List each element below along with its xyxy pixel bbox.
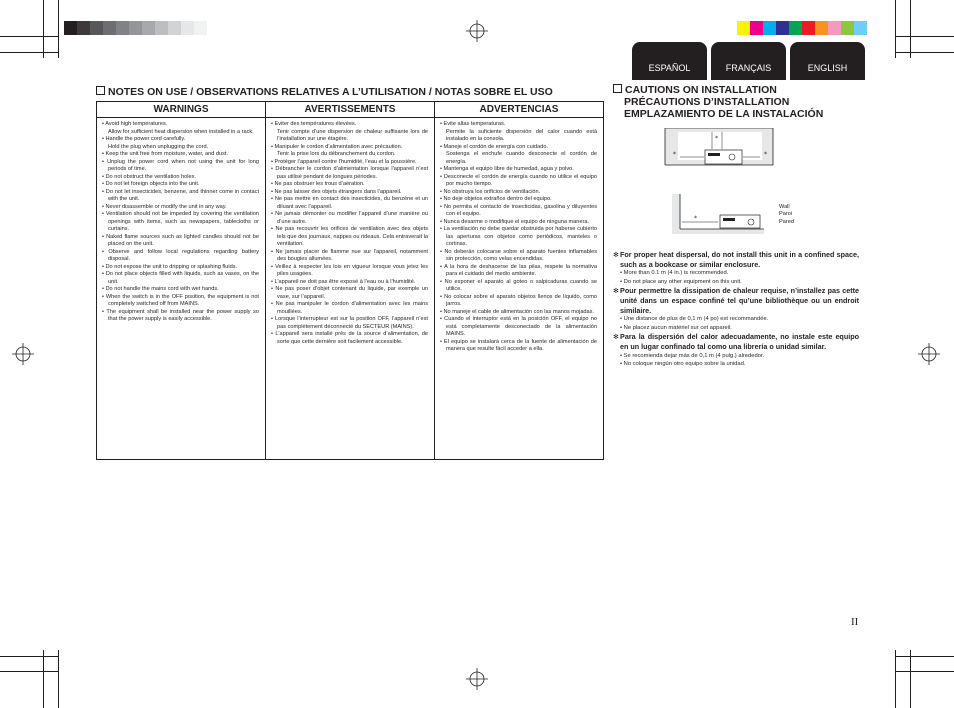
warning-text: • Desconecte el cordón de energía cuando no utilice el equipo por mucho tiempo. (440, 173, 597, 187)
warning-item (271, 166, 428, 181)
color-swatch (155, 21, 168, 35)
warning-text: • El equipo se instalará cerca de la fuente de alimentación de manera que resulte fácil acceder a ella. (440, 338, 597, 352)
warning-text: • Ne pas poser d’objet contenant du liquide, par exemple un vase, sur l’appareil. (271, 286, 428, 300)
warning-subtext: Tenir compte d’une dispersion de chaleur suffisante lors de l’installation sur une étagère. (277, 128, 428, 142)
color-swatch (854, 21, 867, 35)
warning-subtext: Tenir la prise lors du débranchement du cordon. (277, 151, 396, 157)
warning-text: • Ne jamais démonter ou modifier l’appareil d’une manière ou d’une autre. (271, 211, 428, 225)
warning-text: • No exponer el aparato al goteo o salpicaduras cuando se utilice. (440, 278, 597, 292)
caution-note-text: Pour permettre la dissipation de chaleur requise, n’installez pas cette unité dans un espace confiné tel qu’une bibliothèque ou un endroit similaire. (620, 286, 859, 315)
warning-item (102, 264, 259, 272)
cmyk-color-bar (737, 21, 867, 35)
color-swatch (828, 21, 841, 35)
warning-text: • Do not obstruct the ventilation holes. (102, 173, 196, 180)
warning-item (102, 121, 259, 136)
warning-item (271, 249, 428, 264)
column-header-warnings: WARNINGS (97, 102, 266, 118)
warning-item (440, 219, 597, 227)
caution-bullet: • Une distance de plus de 0,1 m (4 po) est recommandée. (620, 316, 769, 323)
svg-text:*: * (694, 215, 697, 222)
notes-heading: NOTES ON USE / OBSERVATIONS RELATIVES A L’UTILISATION / NOTAS SOBRE EL USO (96, 86, 553, 98)
warning-text: • Ne pas manipuler le cordon d’alimentation avec les mains mouillées. (271, 301, 428, 315)
column-header-avertissements: AVERTISSEMENTS (266, 102, 435, 118)
warning-text: • No colocar sobre el aparato objetos llenos de líquido, como jarros. (440, 293, 597, 307)
warning-item (102, 249, 259, 264)
warning-item (440, 174, 597, 189)
asterisk-icon: ✻ (613, 250, 620, 259)
warning-text: • Naked flame sources such as lighted candles should not be placed on the unit. (102, 233, 259, 247)
warning-item (440, 279, 597, 294)
warning-text: • Do not handle the mains cord with wet hands. (102, 286, 219, 292)
registration-mark-bottom (466, 668, 488, 690)
color-swatch (802, 21, 815, 35)
color-swatch (168, 21, 181, 35)
warning-item (102, 136, 259, 151)
warning-item (271, 196, 428, 211)
registration-mark-left (12, 343, 34, 365)
warning-text: • Never disassemble or modify the unit in any way. (102, 203, 227, 210)
warning-item (271, 121, 428, 144)
warning-item (102, 174, 259, 182)
color-swatch (763, 21, 776, 35)
wall-diagram (672, 194, 764, 234)
warning-item (440, 121, 597, 144)
warning-text: • Ne pas recouvrir les orifices de ventilation avec des objets tels que des journaux, nappes ou rideaux. Cela entraverait la ventilation. (271, 226, 428, 247)
warning-item (440, 316, 597, 339)
warning-item (440, 309, 597, 317)
wall-label: Wall Paroi Pared (779, 204, 794, 225)
warning-text: • Mantenga el equipo libre de humedad, agua y polvo. (440, 166, 574, 172)
warning-item (271, 316, 428, 331)
warning-text: • Ne jamais placer de flamme nue sur l'appareil, notamment des bougies allumées. (271, 248, 428, 262)
color-swatch (181, 21, 194, 35)
warning-text: • Ne pas obstruer les trous d’aération. (271, 181, 365, 187)
warning-text: • No deje objetos extraños dentro del equipo. (440, 196, 552, 202)
checkbox-icon (613, 84, 622, 93)
tab-espanol[interactable]: ESPAÑOL (632, 42, 707, 80)
color-swatch (142, 21, 155, 35)
caution-bullet: • No coloque ningún otro equipo sobre la unidad. (620, 361, 746, 368)
warning-item (271, 301, 428, 316)
checkbox-icon (96, 86, 105, 95)
warning-text: • When the switch is in the OFF position, the equipment is not completely switched off from MAINS. (102, 293, 259, 307)
warning-text: • Evite altas temperaturas. (440, 121, 506, 127)
warning-text: • L’appareil sera installé près de la source d’alimentation, de sorte que cette dernière soit facilement accessible. (271, 331, 428, 345)
warning-subtext: Allow for sufficient heat dispersion when installed in a rack. (108, 128, 254, 135)
warning-item (102, 159, 259, 174)
warning-text: • La ventilación no debe quedar obstruida por haberse cubierto las aperturas con objetos como periódicos, manteles o cortinas. (440, 226, 597, 247)
cautions-text (613, 250, 859, 369)
svg-text:*: * (715, 135, 718, 142)
grayscale-color-bar (64, 21, 207, 35)
warning-item (271, 264, 428, 279)
warning-item (271, 226, 428, 249)
warning-text: • Handle the power cord carefully. (102, 136, 186, 142)
warning-item (102, 181, 259, 189)
warning-subtext: Permite la suficiente dispersión del calor cuando está instalado en la consola. (446, 128, 597, 142)
warning-text: • No obstruya los orificios de ventilación. (440, 188, 541, 195)
caution-bullet: • More than 0.1 m (4 in.) is recommended. (620, 270, 729, 277)
page-number: II (851, 616, 859, 628)
warning-item (440, 226, 597, 249)
warning-text: • Protéger l’appareil contre l’humidité, l’eau et la poussière. (271, 158, 417, 165)
warning-item (271, 211, 428, 226)
warning-item (271, 189, 428, 197)
warning-text: • Avoid high temperatures. (102, 121, 168, 127)
warning-text: • The equipment shall be installed near the power supply so that the power supply is easily accessible. (102, 308, 259, 322)
caution-note-text: For proper heat dispersal, do not install this unit in a confined space, such as a bookcase or similar enclosure. (620, 250, 859, 269)
warning-item (271, 286, 428, 301)
color-swatch (116, 21, 129, 35)
svg-text:*: * (764, 151, 767, 158)
tab-english[interactable]: ENGLISH (790, 42, 865, 80)
warnings-column-es (435, 118, 604, 460)
warning-text: • No permita el contacto de insecticidas, gasolina y diluyentes con el equipo. (440, 203, 597, 217)
asterisk-icon: ✻ (613, 286, 620, 296)
warning-text: • Ne pas laisser des objets étrangers dans l’appareil. (271, 188, 402, 195)
color-swatch (815, 21, 828, 35)
enclosure-diagram (665, 128, 773, 165)
warning-item (102, 286, 259, 294)
warning-text: • Observe and follow local regulations regarding battery disposal. (102, 248, 259, 262)
warning-item (440, 249, 597, 264)
language-tabs (632, 42, 865, 80)
warning-text: • Maneje el cordón de energía con cuidado. (440, 143, 549, 150)
color-swatch (90, 21, 103, 35)
color-swatch (750, 21, 763, 35)
warning-item (440, 166, 597, 174)
warning-text: • No maneje el cable de alimentación con las manos mojadas. (440, 308, 595, 315)
warnings-column-en (97, 118, 266, 460)
warning-item (102, 151, 259, 159)
warning-item (102, 204, 259, 212)
warning-text: • Lorsque l’interrupteur est sur la position OFF, l’appareil n’est pas complètement déconnecté du SECTEUR (MAINS). (271, 316, 428, 330)
warning-text: • L’appareil ne doit pas être exposé à l’eau ou à l’humidité. (271, 278, 416, 285)
warning-text: • Keep the unit free from moisture, water, and dust. (102, 151, 229, 157)
warning-item (102, 211, 259, 234)
asterisk-icon: ✻ (613, 332, 620, 342)
warning-text: • Do not place objects filled with liquids, such as vases, on the unit. (102, 271, 259, 285)
warning-text: • No deberán colocarse sobre el aparato fuentes inflamables sin protección, como velas encendidas. (440, 248, 597, 262)
column-header-advertencias: ADVERTENCIAS (435, 102, 604, 118)
color-swatch (737, 21, 750, 35)
color-swatch (77, 21, 90, 35)
caution-bullet: • Se recomienda dejar más de 0,1 m (4 pulg.) alrededor. (620, 352, 765, 359)
warning-text: • Do not let insecticides, benzene, and thinner come in contact with the unit. (102, 188, 259, 202)
caution-note (613, 250, 859, 269)
warning-text: • Veillez à respecter les lois en vigueur lorsque vous jetez les piles usagées. (271, 263, 428, 277)
warning-item (440, 264, 597, 279)
warning-text: • Do not let foreign objects into the unit. (102, 181, 200, 187)
color-swatch (776, 21, 789, 35)
tab-francais[interactable]: FRANÇAIS (711, 42, 786, 80)
warning-item (102, 189, 259, 204)
cautions-heading: CAUTIONS ON INSTALLATION PRÉCAUTIONS D’INSTALLATION EMPLAZAMIENTO DE LA INSTALACIÓN (613, 84, 823, 120)
warning-text: • Cuando el interruptor está en la posición OFF, el equipo no está completamente desconectado de la alimentación MAINS. (440, 316, 597, 337)
color-swatch (129, 21, 142, 35)
caution-bullet: • Ne placez aucun matériel sur cet appareil. (620, 324, 732, 331)
installation-clearance-diagram (660, 128, 780, 238)
warning-item (271, 159, 428, 167)
color-swatch (194, 21, 207, 35)
warning-text: • Unplug the power cord when not using the unit for long periods of time. (102, 158, 259, 172)
warning-item (271, 279, 428, 287)
warning-text: • Do not expose the unit to dripping or splashing fluids. (102, 263, 238, 270)
warning-item (271, 331, 428, 346)
warning-text: • Eviter des températures élevées. (271, 121, 357, 127)
color-swatch (841, 21, 854, 35)
warning-item (102, 309, 259, 324)
warning-item (271, 181, 428, 189)
caution-note (613, 286, 859, 315)
caution-bullet: • Do not place any other equipment on this unit. (620, 278, 742, 285)
warning-subtext: Hold the plug when unplugging the cord. (108, 143, 209, 150)
color-swatch (103, 21, 116, 35)
warning-item (440, 144, 597, 167)
warning-text: • Nunca desarme o modifique el equipo de ninguna manera. (440, 218, 590, 225)
warning-item (440, 294, 597, 309)
registration-mark-top (466, 20, 488, 42)
warning-subtext: Sostenga el enchufe cuando desconecte el cordón de energía. (446, 151, 597, 165)
warnings-table (96, 101, 604, 460)
caution-note (613, 332, 859, 351)
caution-note-text: Para la dispersión del calor adecuadamente, no instale este equipo en un lugar confinado tal como una librería o unidad similar. (620, 332, 859, 351)
warning-text: • Débrancher le cordon d’alimentation lorsque l’appareil n’est pas utilisé pendant de longues périodes. (271, 166, 428, 180)
svg-text:*: * (673, 151, 676, 158)
warning-item (102, 294, 259, 309)
registration-mark-right (918, 343, 940, 365)
warning-item (271, 144, 428, 159)
warnings-column-fr (266, 118, 435, 460)
warning-item (440, 189, 597, 197)
color-swatch (64, 21, 77, 35)
warning-item (102, 234, 259, 249)
warning-item (440, 339, 597, 354)
warning-item (440, 196, 597, 204)
warning-text: • Ne pas mettre en contact des insecticides, du benzène et un diluant avec l’appareil. (271, 196, 428, 210)
warning-text: • Manipuler le cordon d’alimentation avec précaution. (271, 143, 403, 150)
warning-text: • A la hora de deshacerse de las pilas, respete la normativa para el cuidado del medio ambiente. (440, 263, 597, 277)
warning-item (102, 271, 259, 286)
warning-text: • Ventilation should not be impeded by covering the ventilation openings with items, such as newspapers, tablecloths or curtains. (102, 211, 259, 232)
color-swatch (789, 21, 802, 35)
warning-item (440, 204, 597, 219)
